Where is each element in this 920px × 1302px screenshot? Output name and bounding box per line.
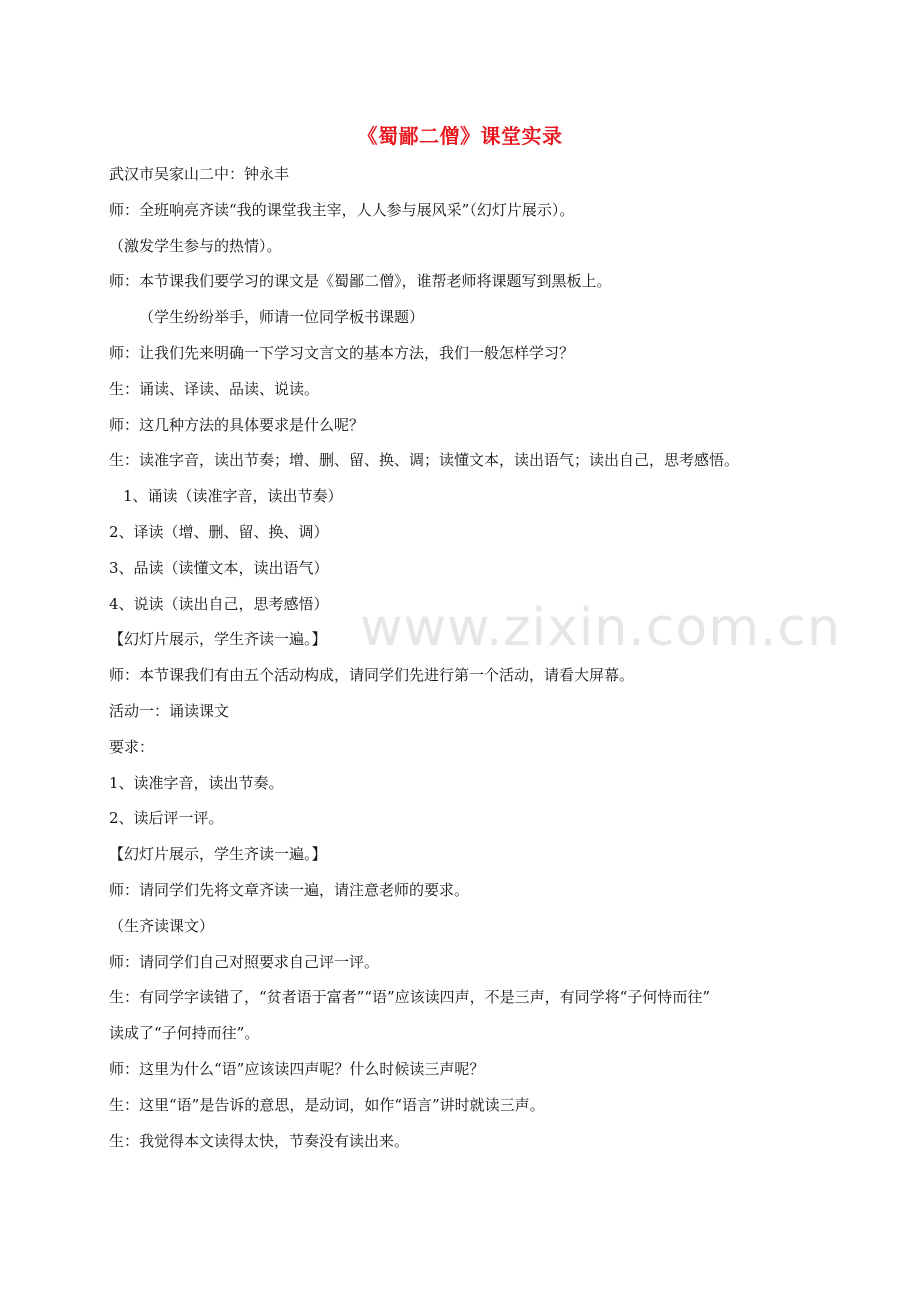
author-line: 武汉市吴家山二中：钟永丰 (109, 165, 290, 183)
paragraph-line: （学生纷纷举手，师请一位同学板书课题） (139, 308, 425, 327)
paragraph-line: 【幻灯片展示，学生齐读一遍。】 (109, 630, 327, 649)
document-title: 《蜀鄙二僧》课堂实录 (357, 124, 563, 148)
paragraph-line: 生：我觉得本文读得太快，节奏没有读出来。 (109, 1131, 410, 1150)
document-body (109, 162, 829, 1164)
list-item: 4、说读（读出自己，思考感悟） (109, 594, 329, 613)
paragraph-line: 【幻灯片展示，学生齐读一遍。】 (109, 845, 327, 864)
paragraph-line: 师：本节课我们要学习的课文是《蜀鄙二僧》，谁帮老师将课题写到黑板上。 (109, 272, 612, 291)
paragraph-line: 师：这几种方法的具体要求是什么呢？ (109, 415, 365, 434)
paragraph-line: 要求： (109, 737, 155, 756)
paragraph-line: 师：请同学们先将文章齐读一遍，请注意老师的要求。 (109, 880, 470, 899)
paragraph-line: 师：这里为什么“语”应该读四声呢？什么时候读三声呢？ (109, 1059, 485, 1078)
list-item: 3、品读（读懂文本，读出语气） (109, 558, 329, 577)
paragraph-line: 生：读准字音，读出节奏；增、删、留、换、调；读懂文本，读出语气；读出自己，思考感悟。 (109, 451, 740, 470)
paragraph-line: 师：让我们先来明确一下学习文言文的基本方法，我们一般怎样学习？ (109, 343, 575, 362)
paragraph-line: 活动一：诵读课文 (109, 701, 230, 720)
paragraph-line: 读成了“子何持而往”。 (109, 1024, 260, 1043)
paragraph-line: （激发学生参与的热情）。 (109, 236, 282, 255)
watermark: www.zixin.com.cn (360, 598, 841, 658)
paragraph-line: 生：有同学字读错了，“贫者语于富者”“语”应该读四声，不是三声，有同学将“子何恃而往” (109, 988, 711, 1007)
list-item: 1、读准字音，读出节奏。 (109, 773, 284, 792)
list-item: 2、译读（增、删、留、换、调） (109, 522, 329, 541)
paragraph-line: （生齐读课文） (109, 916, 215, 935)
list-item: 1、诵读（读准字音，读出节奏） (123, 487, 343, 506)
paragraph-line: 生：这里“语”是告诉的意思，是动词，如作“语言”讲时就读三声。 (109, 1095, 545, 1114)
paragraph-line: 师：请同学们自己对照要求自己评一评。 (109, 952, 380, 971)
paragraph-line: 师：全班响亮齐读“我的课堂我主宰，人人参与展风采”（幻灯片展示）。 (109, 200, 575, 219)
list-item: 2、读后评一评。 (109, 809, 224, 828)
paragraph-line: 生：诵读、译读、品读、说读。 (109, 379, 320, 398)
paragraph-line: 师：本节课我们有由五个活动构成，请同学们先进行第一个活动，请看大屏幕。 (109, 666, 635, 685)
